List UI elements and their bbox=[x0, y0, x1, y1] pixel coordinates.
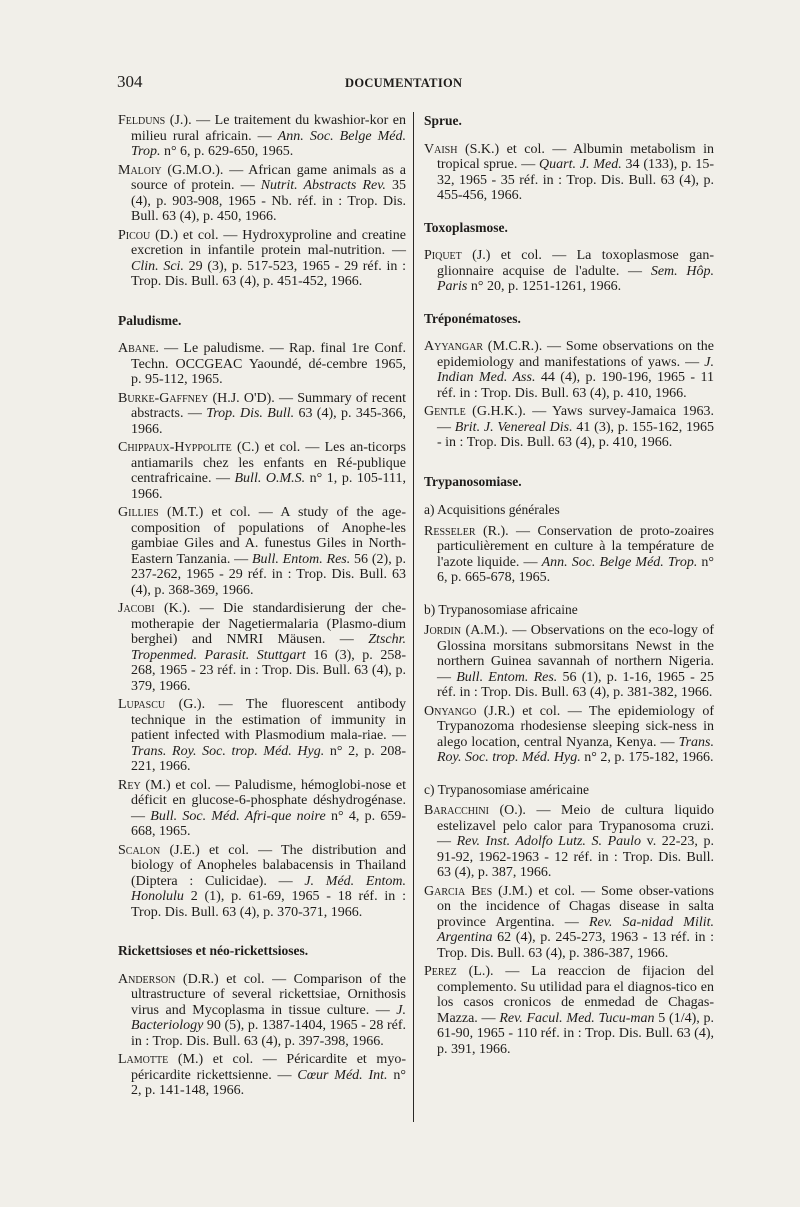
bibliography-entry bbox=[424, 142, 714, 204]
entry-author: Garcia Bes bbox=[424, 883, 493, 899]
section-heading-paludisme: Paludisme. bbox=[118, 312, 182, 328]
entry-text: (J.) et col. — La toxoplasmose gan-glionnaire acquise de l'adulte. — bbox=[437, 248, 714, 279]
entry-source: Bull. Entom. Res. bbox=[456, 669, 558, 685]
entry-text: (S.K.) et col. — Albumin metabolism in tropical sprue. — bbox=[437, 141, 714, 172]
entry-reference: 90 (5), p. 1387-1404, 1965 - 28 réf. in : Trop. Dis. Bull. 63 (4), p. 397-398, 1966. bbox=[131, 1018, 406, 1049]
entry-author: Rey bbox=[118, 777, 141, 793]
page-number: 304 bbox=[117, 72, 143, 91]
entry-reference: 5 (1/4), p. 61-90, 1965 - 110 réf. in : Trop. Dis. Bull. 63 (4), p. 391, 1966. bbox=[437, 1010, 714, 1057]
entry-author: Piquet bbox=[424, 248, 462, 263]
entry-author: Maloiy bbox=[118, 162, 162, 178]
bibliography-entry bbox=[118, 843, 406, 921]
paludisme-entries bbox=[118, 341, 406, 920]
bibliography-entry bbox=[118, 440, 406, 502]
entry-author: Baracchini bbox=[424, 803, 489, 818]
entry-source: Trop. Dis. Bull. bbox=[206, 406, 295, 421]
bibliography-entry bbox=[424, 803, 714, 881]
entry-text: . — Le paludisme. — Rap. final 1re Conf. Techn. OCCGEAC Yaoundé, dé-cembre 1965, p. 95-112, 1965. bbox=[131, 341, 406, 387]
entry-text: (L.). — La reaccion de fijacion del complemento. Su utilidad para el diagnos-tico en los casos cronicos de enmedad de Chagas-Mazza. — bbox=[437, 964, 714, 1026]
entry-author: Gillies bbox=[118, 505, 159, 520]
bibliography-entry bbox=[118, 341, 406, 388]
bibliography-entry bbox=[118, 778, 406, 840]
entry-source: Rev. Sa-nidad Milit. Argentina bbox=[437, 914, 715, 945]
entry-reference: n° 1, p. 105-111, 1966. bbox=[131, 471, 406, 502]
entry-reference: 56 (2), p. 237-262, 1965 - 29 réf. in : Trop. Dis. Bull. 63 (4), p. 368-369, 1966. bbox=[131, 551, 407, 598]
trypano-b-entries bbox=[424, 623, 714, 766]
entry-author: Abane bbox=[118, 341, 156, 356]
entry-source: Clin. Sci. bbox=[131, 258, 184, 274]
entry-reference: 16 (3), p. 258-268, 1965 - 23 réf. in : Trop. Dis. Bull. 63 (4), p. 379, 1966. bbox=[131, 647, 406, 694]
entry-text: (A.M.). — Observations on the eco-logy of Glossina morsitans submorsitans Newst in the northern Guinea savannah of northern Nigeria. — bbox=[437, 623, 714, 685]
entry-reference: 56 (1), p. 1-16, 1965 - 25 réf. in : Trop. Dis. Bull. 63 (4), p. 381-382, 1966. bbox=[437, 669, 714, 700]
entry-text: (J.E.) et col. — The distribution and biology of Anopheles balabacensis in Thailand (Diptera : Culicidae). — bbox=[131, 842, 406, 889]
entry-author: Anderson bbox=[118, 971, 176, 987]
subheading-americaine: c) Trypanosomiase américaine bbox=[424, 781, 589, 797]
entry-author: Felduns bbox=[118, 113, 166, 128]
entry-author: Burke-Gaffney bbox=[118, 390, 209, 406]
entry-reference: n° 6, p. 665-678, 1965. bbox=[437, 554, 715, 585]
entry-reference: n° 4, p. 659-668, 1965. bbox=[131, 808, 407, 839]
section-heading-toxoplasmose: Toxoplasmose. bbox=[424, 219, 508, 235]
entry-author: Resseler bbox=[424, 523, 476, 539]
entry-reference: n° 2, p. 141-148, 1966. bbox=[131, 1067, 406, 1098]
entry-text: (D.) et col. — Hydroxyproline and creatine excretion in infantile protein mal-nutrition. — bbox=[131, 227, 406, 258]
entry-source: Cœur Méd. Int. bbox=[297, 1067, 388, 1083]
entry-text: (G.H.K.). — Yaws survey-Jamaica 1963. — bbox=[437, 404, 714, 435]
entry-reference: 34 (133), p. 15-32, 1965 - 35 réf. in : Trop. Dis. Bull. 63 (4), p. 455-456, 1966. bbox=[437, 157, 714, 203]
rickettsioses-entries bbox=[118, 972, 406, 1099]
bibliography-entry bbox=[424, 623, 714, 701]
subheading-africaine: b) Trypanosomiase africaine bbox=[424, 601, 578, 617]
intro-entries bbox=[118, 113, 406, 290]
entry-author: Ayyangar bbox=[424, 339, 484, 354]
entry-source: Bull. Soc. Méd. Afri-que noire bbox=[150, 808, 326, 824]
bibliography-entry bbox=[424, 884, 714, 962]
entry-reference: 35 (4), p. 903-908, 1965 - Nb. réf. in : Trop. Dis. Bull. 63 (4), p. 450, 1966. bbox=[131, 178, 406, 224]
entry-author: Picou bbox=[118, 227, 151, 243]
bibliography-entry bbox=[424, 704, 714, 766]
entry-text: (M.T.) et col. — A study of the age-composition of populations of Anophe-les gambiae Giles and A. funestus Giles in North-Eastern Tanzania. — bbox=[131, 505, 406, 567]
entry-source: Quart. J. Med. bbox=[539, 157, 622, 172]
entry-author: Jacobi bbox=[118, 601, 155, 616]
entry-reference: n° 20, p. 1251-1261, 1966. bbox=[467, 279, 622, 294]
entry-reference: n° 2, p. 208-221, 1966. bbox=[131, 743, 406, 774]
entry-author: Onyango bbox=[424, 703, 477, 719]
entry-text: (J.R.) et col. — The epidemiology of Trypanozoma rhodesiense sleeping sick-ness in alego location, central Nyanza, Kenya. — bbox=[437, 703, 714, 750]
entry-reference: 41 (3), p. 155-162, 1965 - in : Trop. Dis. Bull. 63 (4), p. 410, 1966. bbox=[437, 419, 715, 450]
bibliography-entry bbox=[424, 964, 714, 1057]
entry-text: (G.). — The fluorescent antibody technique in the estimation of immunity in patient infected with Plasmodium mala-riae. — bbox=[131, 697, 406, 743]
entry-text: (H.J. O'D). — Summary of recent abstracts. — bbox=[131, 390, 406, 421]
entry-author: Scalon bbox=[118, 842, 161, 858]
entry-text: (C.) et col. — Les an-ticorps antiamarils chez les enfants en Ré-publique centrafricaine. — bbox=[131, 440, 406, 486]
bibliography-entry bbox=[118, 697, 406, 775]
entry-source: Bull. Entom. Res. bbox=[252, 551, 351, 567]
entry-source: J. Indian Med. Ass. bbox=[437, 354, 714, 385]
entry-text: (K.). — Die standardisierung der che-motherapie der Nagetiermalaria (Plasmo-dium berghei) and NMRI Mäusen. — bbox=[131, 601, 406, 647]
entry-text: (M.) et col. — Paludisme, hémoglobi-nose et déficit en glucose-6-phosphate déshydrogénase. — bbox=[131, 777, 406, 824]
trypano-a-entries bbox=[424, 524, 714, 586]
left-column bbox=[118, 113, 406, 1102]
entry-source: Nutrit. Abstracts Rev. bbox=[260, 178, 386, 193]
bibliography-entry bbox=[424, 404, 714, 451]
entry-text: (G.M.O.). — African game animals as a source of protein. — bbox=[131, 162, 406, 193]
entry-source: Bull. O.M.S. bbox=[234, 471, 306, 486]
entry-source: Rev. Facul. Med. Tucu-man bbox=[499, 1010, 655, 1026]
entry-author: Lamotte bbox=[118, 1052, 169, 1067]
entry-reference: 2 (1), p. 61-69, 1965 - 18 réf. in : Trop. Dis. Bull. 63 (4), p. 370-371, 1966. bbox=[131, 889, 406, 920]
sprue-entries bbox=[424, 142, 714, 204]
bibliography-entry bbox=[118, 505, 406, 598]
trypano-c-entries bbox=[424, 803, 714, 1057]
entry-source: Trans. Roy. Soc. trop. Méd. Hyg. bbox=[131, 743, 325, 759]
entry-source: Brit. J. Venereal Dis. bbox=[454, 419, 573, 435]
bibliography-entry bbox=[424, 524, 714, 586]
entry-source: Sem. Hôp. Paris bbox=[437, 263, 714, 294]
entry-source: Trans. Roy. Soc. trop. Méd. Hyg. bbox=[437, 734, 714, 765]
bibliography-entry bbox=[118, 113, 406, 160]
section-heading-treponematoses: Tréponématoses. bbox=[424, 310, 521, 326]
entry-author: Lupascu bbox=[118, 697, 166, 712]
bibliography-entry bbox=[118, 601, 406, 694]
entry-reference: n° 6, p. 629-650, 1965. bbox=[160, 144, 294, 159]
entry-source: Ann. Soc. Belge Méd. Trop. bbox=[541, 554, 698, 570]
bibliography-entry bbox=[424, 339, 714, 401]
entry-source: Rev. Inst. Adolfo Lutz. S. Paulo bbox=[456, 834, 642, 849]
entry-source: J. Bacteriology bbox=[131, 1002, 406, 1033]
right-column bbox=[424, 113, 714, 1060]
entry-text: (J.). — Le traitement du kwashior-kor en milieu rural africain. — bbox=[131, 113, 406, 144]
bibliography-entry bbox=[118, 228, 406, 290]
entry-reference: 62 (4), p. 245-273, 1963 - 13 réf. in : Trop. Dis. Bull. 63 (4), p. 386-387, 1966. bbox=[437, 930, 714, 961]
section-heading-rickettsioses: Rickettsioses et néo-rickettsioses. bbox=[118, 943, 309, 958]
bibliography-entry bbox=[118, 972, 406, 1050]
entry-reference: 29 (3), p. 517-523, 1965 - 29 réf. in : Trop. Dis. Bull. 63 (4), p. 451-452, 1966. bbox=[131, 258, 406, 289]
entry-text: (O.). — Meio de cultura liquido estelizavel pelo calor para Trypanosoma cruzi. — bbox=[437, 803, 714, 849]
bibliography-entry bbox=[424, 248, 714, 295]
entry-author: Vaish bbox=[424, 141, 458, 157]
entry-text: (M.C.R.). — Some observations on the epidemiology and manifestations of yaws. — bbox=[437, 339, 714, 370]
bibliography-entry bbox=[118, 1052, 406, 1099]
bibliography-entry bbox=[118, 163, 406, 225]
entry-source: Ann. Soc. Belge Méd. Trop. bbox=[131, 128, 406, 159]
entry-author: Chippaux-Hyppolite bbox=[118, 440, 232, 455]
section-heading-trypanosomiase: Trypanosomiase. bbox=[424, 473, 522, 489]
entry-reference: n° 2, p. 175-182, 1966. bbox=[580, 750, 714, 765]
subheading-acquisitions: a) Acquisitions générales bbox=[424, 502, 560, 517]
section-heading-sprue: Sprue. bbox=[424, 113, 462, 128]
entry-reference: 63 (4), p. 345-366, 1966. bbox=[131, 406, 406, 437]
running-head: DOCUMENTATION bbox=[345, 76, 463, 90]
entry-text: (D.R.) et col. — Comparison of the ultrastructure of several rickettsiae, Ornithosis virus and Mycoplasma in tissue culture. — bbox=[131, 971, 406, 1018]
entry-reference: v. 22-23, p. 91-92, 1962-1963 - 12 réf. in : Trop. Dis. Bull. 63 (4), p. 387, 1966. bbox=[437, 834, 714, 880]
entry-source: Ztschr. Tropenmed. Parasit. Stuttgart bbox=[131, 632, 406, 663]
entry-text: (R.). — Conservation de proto-zoaires particulièrement en culture à la température de l'azote liquide. — bbox=[437, 523, 714, 570]
column-rule bbox=[413, 112, 414, 1122]
entry-text: (J.M.) et col. — Some obser-vations on the incidence of Chagas disease in salta province Argentina. — bbox=[437, 883, 714, 930]
toxoplasmose-entries bbox=[424, 248, 714, 295]
entry-author: Gentle bbox=[424, 404, 466, 419]
entry-text: (M.) et col. — Péricardite et myo-péricardite rickettsienne. — bbox=[131, 1052, 406, 1083]
entry-reference: 44 (4), p. 190-196, 1965 - 11 réf. in : Trop. Dis. Bull. 63 (4), p. 410, 1966. bbox=[437, 370, 714, 401]
entry-source: J. Méd. Entom. Honolulu bbox=[131, 873, 406, 904]
bibliography-entry bbox=[118, 391, 406, 438]
entry-author: Perez bbox=[424, 964, 457, 979]
entry-author: Jordin bbox=[424, 623, 462, 638]
treponematoses-entries bbox=[424, 339, 714, 451]
